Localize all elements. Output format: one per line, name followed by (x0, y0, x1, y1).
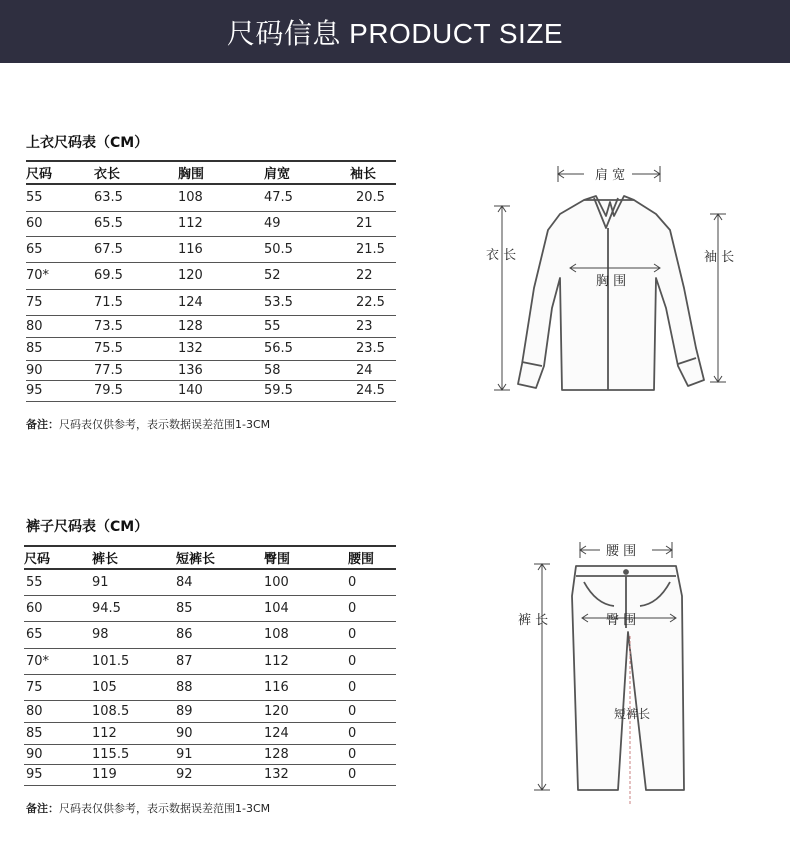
table-cell: 120 (178, 262, 264, 289)
table-cell: 55 (24, 569, 92, 595)
pants-length-arrow (534, 564, 550, 790)
table-cell: 108 (264, 621, 348, 648)
table-cell: 90 (24, 744, 92, 764)
table-cell: 0 (348, 764, 396, 785)
table-row (26, 211, 396, 236)
table-cell: 58 (264, 360, 350, 380)
table-cell: 108 (178, 184, 264, 211)
shorts-length-label: 短裤长 (614, 707, 651, 721)
table-cell: 65 (26, 236, 94, 262)
table-cell: 124 (264, 722, 348, 744)
table-cell: 0 (348, 569, 396, 595)
table-cell: 115.5 (92, 744, 176, 764)
table-cell: 89 (176, 700, 264, 722)
table-cell: 87 (176, 648, 264, 674)
table-row (24, 595, 396, 621)
table-row (24, 569, 396, 595)
bottom-table-note (26, 800, 270, 816)
length-arrow (494, 206, 510, 390)
column-header: 尺码 (26, 161, 94, 184)
table-cell: 24 (350, 360, 396, 380)
shirt-outline (518, 196, 704, 390)
table-cell: 132 (178, 337, 264, 360)
table-cell: 52 (264, 262, 350, 289)
column-header: 裤长 (92, 546, 176, 569)
pants-diagram (510, 536, 710, 826)
table-row (26, 315, 396, 337)
bottom-table-title: 裤子尺码表（CM） (26, 519, 149, 535)
hip-label: 臀 围 (606, 613, 637, 628)
table-cell: 92 (176, 764, 264, 785)
table-cell: 73.5 (94, 315, 178, 337)
table-row (26, 262, 396, 289)
table-cell: 65.5 (94, 211, 178, 236)
bottom-table-header-row (24, 546, 396, 569)
table-cell: 132 (264, 764, 348, 785)
pants-outline (572, 566, 684, 790)
table-cell: 63.5 (94, 184, 178, 211)
shoulder-label: 肩 宽 (595, 168, 626, 183)
table-cell: 70* (26, 262, 94, 289)
table-cell: 75.5 (94, 337, 178, 360)
table-cell: 65 (24, 621, 92, 648)
table-cell: 47.5 (264, 184, 350, 211)
table-cell: 85 (176, 595, 264, 621)
table-cell: 79.5 (94, 380, 178, 401)
bottom-note-label: 备注： (26, 802, 59, 815)
table-cell: 55 (264, 315, 350, 337)
table-cell: 94.5 (92, 595, 176, 621)
length-label: 衣 长 (486, 248, 517, 263)
column-header: 肩宽 (264, 161, 350, 184)
table-cell: 91 (176, 744, 264, 764)
table-cell: 0 (348, 744, 396, 764)
table-row (24, 764, 396, 785)
table-cell: 24.5 (350, 380, 396, 401)
table-cell: 100 (264, 569, 348, 595)
table-cell: 55 (26, 184, 94, 211)
table-row (24, 648, 396, 674)
table-cell: 86 (176, 621, 264, 648)
table-cell: 0 (348, 621, 396, 648)
table-cell: 69.5 (94, 262, 178, 289)
table-row (26, 360, 396, 380)
chest-label: 胸 围 (596, 274, 627, 289)
top-table-note (26, 416, 270, 432)
column-header: 袖长 (350, 161, 396, 184)
table-row (24, 700, 396, 722)
table-cell: 90 (26, 360, 94, 380)
table-cell: 116 (178, 236, 264, 262)
page-header (0, 0, 790, 63)
table-cell: 128 (178, 315, 264, 337)
sleeve-label: 袖 长 (704, 250, 735, 265)
table-cell: 70* (24, 648, 92, 674)
table-cell: 124 (178, 289, 264, 315)
table-cell: 112 (264, 648, 348, 674)
table-cell: 80 (24, 700, 92, 722)
table-cell: 85 (26, 337, 94, 360)
table-cell: 136 (178, 360, 264, 380)
table-cell: 71.5 (94, 289, 178, 315)
table-cell: 0 (348, 595, 396, 621)
table-cell: 90 (176, 722, 264, 744)
table-cell: 50.5 (264, 236, 350, 262)
table-cell: 84 (176, 569, 264, 595)
table-cell: 95 (26, 380, 94, 401)
table-cell: 75 (26, 289, 94, 315)
page-title: 尺码信息 PRODUCT SIZE (226, 17, 564, 49)
waist-label: 腰 围 (606, 544, 637, 559)
column-header: 腰围 (348, 546, 396, 569)
table-cell: 0 (348, 648, 396, 674)
table-cell: 0 (348, 722, 396, 744)
top-table-header-row (26, 161, 396, 184)
table-cell: 105 (92, 674, 176, 700)
column-header: 胸围 (178, 161, 264, 184)
top-table-title: 上衣尺码表（CM） (26, 135, 149, 151)
table-cell: 77.5 (94, 360, 178, 380)
table-cell: 75 (24, 674, 92, 700)
table-cell: 104 (264, 595, 348, 621)
table-cell: 60 (24, 595, 92, 621)
table-row (26, 337, 396, 360)
shirt-diagram (482, 158, 752, 408)
top-size-table (26, 160, 396, 402)
table-cell: 0 (348, 700, 396, 722)
table-row (24, 722, 396, 744)
table-cell: 21.5 (350, 236, 396, 262)
table-cell: 67.5 (94, 236, 178, 262)
table-cell: 23.5 (350, 337, 396, 360)
table-row (26, 289, 396, 315)
sleeve-arrow (710, 214, 726, 382)
table-cell: 95 (24, 764, 92, 785)
table-cell: 23 (350, 315, 396, 337)
bottom-note-text: 尺码表仅供参考，表示数据误差范围1-3CM (59, 802, 271, 815)
table-row (24, 744, 396, 764)
table-cell: 56.5 (264, 337, 350, 360)
table-cell: 98 (92, 621, 176, 648)
pants-length-label: 裤 长 (518, 613, 549, 628)
table-row (26, 184, 396, 211)
table-cell: 88 (176, 674, 264, 700)
table-cell: 112 (178, 211, 264, 236)
table-cell: 21 (350, 211, 396, 236)
table-cell: 116 (264, 674, 348, 700)
table-cell: 120 (264, 700, 348, 722)
top-note-text: 尺码表仅供参考，表示数据误差范围1-3CM (59, 418, 271, 431)
table-row (24, 621, 396, 648)
column-header: 臀围 (264, 546, 348, 569)
table-row (24, 674, 396, 700)
table-cell: 80 (26, 315, 94, 337)
table-cell: 91 (92, 569, 176, 595)
column-header: 衣长 (94, 161, 178, 184)
table-cell: 112 (92, 722, 176, 744)
table-row (26, 380, 396, 401)
column-header: 短裤长 (176, 546, 264, 569)
column-header: 尺码 (24, 546, 92, 569)
table-row (26, 236, 396, 262)
table-cell: 128 (264, 744, 348, 764)
table-cell: 49 (264, 211, 350, 236)
bottom-size-table (24, 545, 396, 786)
table-cell: 108.5 (92, 700, 176, 722)
table-cell: 22.5 (350, 289, 396, 315)
table-cell: 53.5 (264, 289, 350, 315)
table-cell: 22 (350, 262, 396, 289)
table-cell: 101.5 (92, 648, 176, 674)
table-cell: 119 (92, 764, 176, 785)
table-cell: 140 (178, 380, 264, 401)
top-note-label: 备注： (26, 418, 59, 431)
table-cell: 0 (348, 674, 396, 700)
table-cell: 20.5 (350, 184, 396, 211)
table-cell: 59.5 (264, 380, 350, 401)
table-cell: 85 (24, 722, 92, 744)
table-cell: 60 (26, 211, 94, 236)
